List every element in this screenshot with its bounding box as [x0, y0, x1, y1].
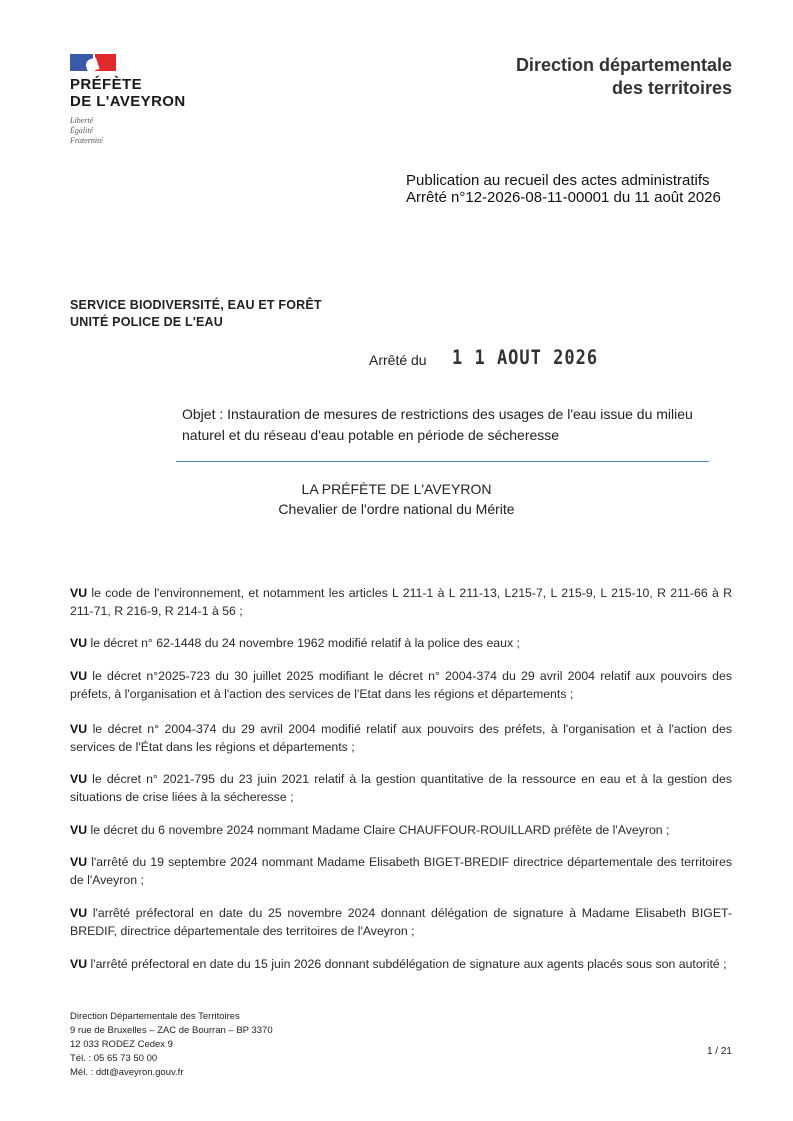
marianne-logo-icon: [70, 54, 116, 71]
date-stamp: 1 1 AOUT 2026: [452, 346, 599, 370]
vu-item: VU le décret n° 62-1448 du 24 novembre 1962 modifié relatif à la police des eaux ;: [70, 636, 520, 650]
footer-address: Direction Départementale des Territoires 9 rue de Bruxelles – ZAC de Bourran – BP 3370 12 033 RODEZ Cedex 9 Tél. : 05 65 73 50 00 Mél. : ddt@aveyron.gouv.fr: [70, 1011, 273, 1078]
vu-item: VU le code de l'environnement, et notamment les articles L 211-1 à L 211-13, L215-7, L 215-9, L 215-10, R 211-66 à R 211-71, R 216-9, R 214-1 à 56 ;: [70, 586, 732, 618]
prefecture-name-line2: DE L'AVEYRON: [70, 93, 186, 110]
arrete-label: Arrêté du: [369, 352, 427, 368]
motto: Liberté Égalité Fraternité: [70, 116, 103, 145]
prefete-title: LA PRÉFÈTE DE L'AVEYRON: [301, 481, 492, 497]
vu-item: VU l'arrêté préfectoral en date du 15 juin 2026 donnant subdélégation de signature aux agents placés sous son autorité ;: [70, 957, 727, 971]
vu-item: VU l'arrêté préfectoral en date du 25 novembre 2024 donnant délégation de signature à Madame Elisabeth BIGET-BREDIF, directrice départementale des territoires de l'Aveyron ;: [70, 906, 732, 938]
prefete-distinction: Chevalier de l'ordre national du Mérite: [278, 501, 515, 517]
vu-item: VU le décret n°2025-723 du 30 juillet 2025 modifiant le décret n° 2004-374 du 29 avril 2004 relatif aux pouvoirs des préfets, à l'organisation et à l'action des services de l'Etat dans les régions et départements ;: [70, 669, 732, 701]
ddt-title: Direction départementale des territoires: [515, 55, 732, 98]
page-number: 1 / 21: [706, 1046, 732, 1057]
email-link[interactable]: Mél. : ddt@aveyron.gouv.fr: [70, 1067, 184, 1078]
vu-item: VU le décret du 6 novembre 2024 nommant Madame Claire CHAUFFOUR-ROUILLARD préfète de l'Aveyron ;: [70, 823, 670, 837]
publication-notice: Publication au recueil des actes administratifs Arrêté n°12-2026-08-11-00001 du 11 août 2026: [406, 172, 721, 206]
divider-line: [176, 461, 709, 462]
service-heading: SERVICE BIODIVERSITÉ, EAU ET FORÊT UNITÉ POLICE DE L'EAU: [70, 298, 322, 329]
prefecture-name-line1: PRÉFÈTE: [70, 76, 142, 93]
objet-text: Objet : Instauration de mesures de restrictions des usages de l'eau issue du milieu naturel et du réseau d'eau potable en période de sécheresse: [182, 406, 693, 443]
vu-item: VU l'arrêté du 19 septembre 2024 nommant Madame Elisabeth BIGET-BREDIF directrice départementale des territoires de l'Aveyron ;: [70, 855, 732, 887]
vu-item: VU le décret n° 2004-374 du 29 avril 2004 modifié relatif aux pouvoirs des préfets, à l'organisation et à l'action des services de l'État dans les régions et départements ;: [70, 722, 732, 754]
vu-item: VU le décret n° 2021-795 du 23 juin 2021 relatif à la gestion quantitative de la ressource en eau et à la gestion des situations de crise liées à la sécheresse ;: [70, 772, 732, 804]
